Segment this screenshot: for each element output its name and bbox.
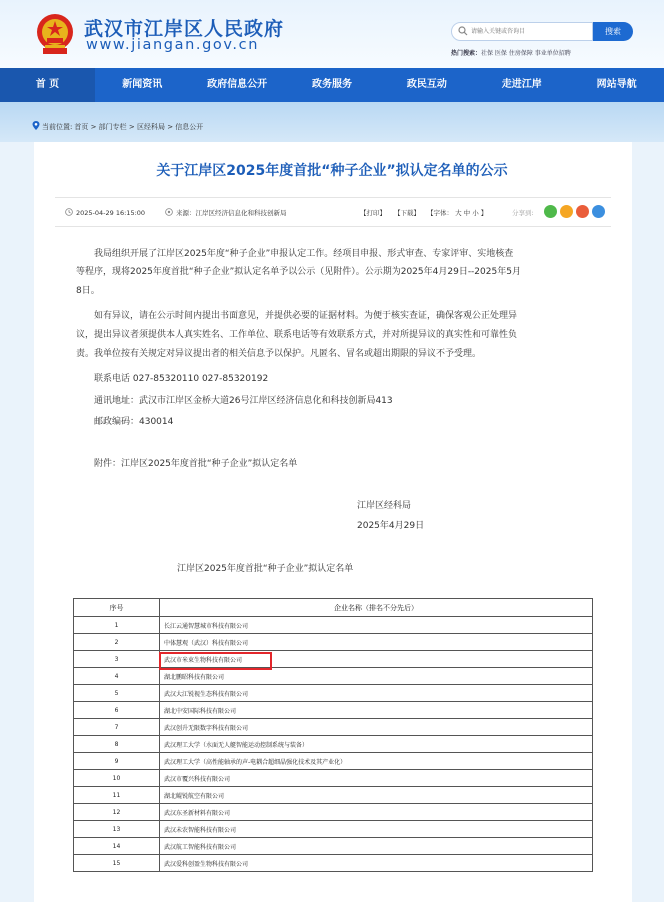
table-row (74, 855, 593, 872)
row-number: 11 (74, 787, 160, 804)
qzone-share-icon[interactable] (560, 205, 573, 218)
row-number: 10 (74, 770, 160, 787)
company-name: 武汉未农智能科技有限公司 (160, 821, 593, 838)
row-number: 13 (74, 821, 160, 838)
list-title: 江岸区2025年度首批“种子企业”拟认定名单 (177, 564, 354, 574)
nav-news[interactable]: 新闻资讯 (122, 79, 163, 90)
para1-line2: 等程序，现将2025年度首批“种子企业”拟认定名单予以公示（见附件）。公示期为2025年4月29日--2025年5月 (76, 267, 521, 277)
table-row (74, 634, 593, 651)
hot-search-label: 热门搜索： (451, 50, 482, 57)
share-label: 分享到: (512, 209, 534, 217)
table-row (74, 753, 593, 770)
table-row (74, 668, 593, 685)
hot-search-terms[interactable]: 社保 医保 住房保障 事业单位招聘 (481, 50, 571, 57)
company-name: 中体慧观（武汉）科技有限公司 (160, 634, 593, 651)
row-number: 1 (74, 617, 160, 634)
company-name: 武汉东圣新材料有限公司 (160, 804, 593, 821)
row-number: 6 (74, 702, 160, 719)
table-row (74, 719, 593, 736)
company-name: 武汉爱科创盈生物科技有限公司 (160, 855, 593, 872)
national-emblem-icon (35, 12, 75, 56)
signature-org: 江岸区经科局 (357, 501, 412, 511)
para1-line3: 8日。 (76, 286, 100, 296)
article-meta (55, 197, 611, 227)
publish-time (65, 208, 145, 217)
para2-line1: 如有异议，请在公示时间内提出书面意见，并提供必要的证据材料。为便于核实查证，确保客观公正处理异 (94, 311, 518, 321)
table-row (74, 838, 593, 855)
para2-line3: 责。我单位按有关规定对异议提出者的相关信息予以保护。凡匿名、冒名或超出期限的异议不予受理。 (76, 349, 482, 359)
company-name: 湖北中安国际科技有限公司 (160, 702, 593, 719)
article-title: 关于江岸区2025年度首批“种子企业”拟认定名单的公示 (156, 163, 508, 179)
para2-line2: 议，提出异议者须提供本人真实姓名、工作单位、联系电话等有效联系方式，并对所提异议的真实性和可靠性负 (76, 330, 518, 340)
table-row (74, 685, 593, 702)
clock-icon (65, 208, 73, 216)
qq-share-icon[interactable] (592, 205, 605, 218)
signature-date: 2025年4月29日 (357, 521, 425, 531)
postcode: 邮政编码：430014 (94, 417, 174, 427)
attachment-link[interactable]: 附件：江岸区2025年度首批“种子企业”拟认定名单 (94, 459, 298, 469)
nav-sitemap[interactable]: 网站导航 (596, 79, 637, 90)
company-name: 武汉市米束生物科技有限公司 (160, 651, 593, 668)
nav-interaction[interactable]: 政民互动 (406, 79, 447, 90)
col-header-company: 企业名称（排名不分先后） (160, 599, 593, 617)
search-button[interactable]: 搜索 (593, 22, 633, 41)
font-size-control[interactable]: 【字体： 大 中 小 】 (427, 209, 488, 217)
table-row (74, 617, 593, 634)
col-header-number: 序号 (74, 599, 160, 617)
table-row (74, 770, 593, 787)
table-row (74, 787, 593, 804)
search-box (451, 22, 593, 41)
company-table (73, 598, 593, 872)
contact-phone: 联系电话 027-85320110 027-85320192 (94, 374, 269, 384)
breadcrumb-path[interactable]: 首页 > 部门专栏 > 区经科局 > 信息公开 (74, 123, 204, 131)
site-header (0, 0, 664, 68)
nav-home[interactable]: 首 页 (0, 68, 95, 102)
search-icon (458, 26, 468, 36)
row-number: 5 (74, 685, 160, 702)
wechat-share-icon[interactable] (544, 205, 557, 218)
company-name: 长江云通智慧城市科技有限公司 (160, 617, 593, 634)
company-name: 武汉理工大学（水面无人艇智能运动控制系统与装备） (160, 736, 593, 753)
main-nav (0, 68, 664, 102)
row-number: 8 (74, 736, 160, 753)
location-pin-icon (32, 121, 40, 130)
site-title[interactable]: 武汉市江岸区人民政府 (84, 18, 285, 40)
nav-services[interactable]: 政务服务 (312, 79, 352, 90)
source-text: 来源：江岸区经济信息化和科技创新局 (176, 209, 287, 217)
row-number: 4 (74, 668, 160, 685)
company-name: 武汉航工智能科技有限公司 (160, 838, 593, 855)
company-name: 武汉大江锐视生态科技有限公司 (160, 685, 593, 702)
source-icon (165, 208, 173, 216)
table-header-row (74, 599, 593, 617)
table-row (74, 702, 593, 719)
row-number: 3 (74, 651, 160, 668)
nav-info-disclosure[interactable]: 政府信息公开 (207, 79, 268, 90)
weibo-share-icon[interactable] (576, 205, 589, 218)
row-number: 2 (74, 634, 160, 651)
company-name: 武汉市覆兴科技有限公司 (160, 770, 593, 787)
company-name: 武汉理工大学（高性能轴承的声-电耦合超细晶强化技术及其产业化） (160, 753, 593, 770)
search-input[interactable] (471, 24, 589, 39)
table-row (74, 804, 593, 821)
row-number: 12 (74, 804, 160, 821)
nav-about[interactable]: 走进江岸 (501, 79, 542, 90)
publish-datetime: 2025-04-29 16:15:00 (76, 209, 146, 217)
table-row (74, 736, 593, 753)
company-name: 武汉创升无限数字科技有限公司 (160, 719, 593, 736)
breadcrumb (32, 121, 205, 132)
hot-search (451, 48, 571, 57)
article-source (165, 208, 287, 217)
row-number: 7 (74, 719, 160, 736)
contact-address: 通讯地址：武汉市江岸区金桥大道26号江岸区经济信息化和科技创新局413 (94, 396, 393, 406)
table-row (74, 651, 593, 668)
download-link[interactable]: 【下载】 (394, 209, 420, 217)
breadcrumb-label: 当前位置: (42, 123, 73, 131)
table-row (74, 821, 593, 838)
site-url[interactable]: www.jiangan.gov.cn (86, 37, 259, 53)
company-name: 湖北鲲锐航空有限公司 (160, 787, 593, 804)
row-number: 15 (74, 855, 160, 872)
row-number: 9 (74, 753, 160, 770)
row-number: 14 (74, 838, 160, 855)
company-name: 湖北鹏昭科技有限公司 (160, 668, 593, 685)
highlight-box (159, 652, 272, 670)
print-link[interactable]: 【打印】 (360, 209, 386, 217)
para1-line1: 我局组织开展了江岸区2025年度“种子企业”申报认定工作。经项目申报、形式审查、专家评审、实地核查 (94, 249, 514, 259)
